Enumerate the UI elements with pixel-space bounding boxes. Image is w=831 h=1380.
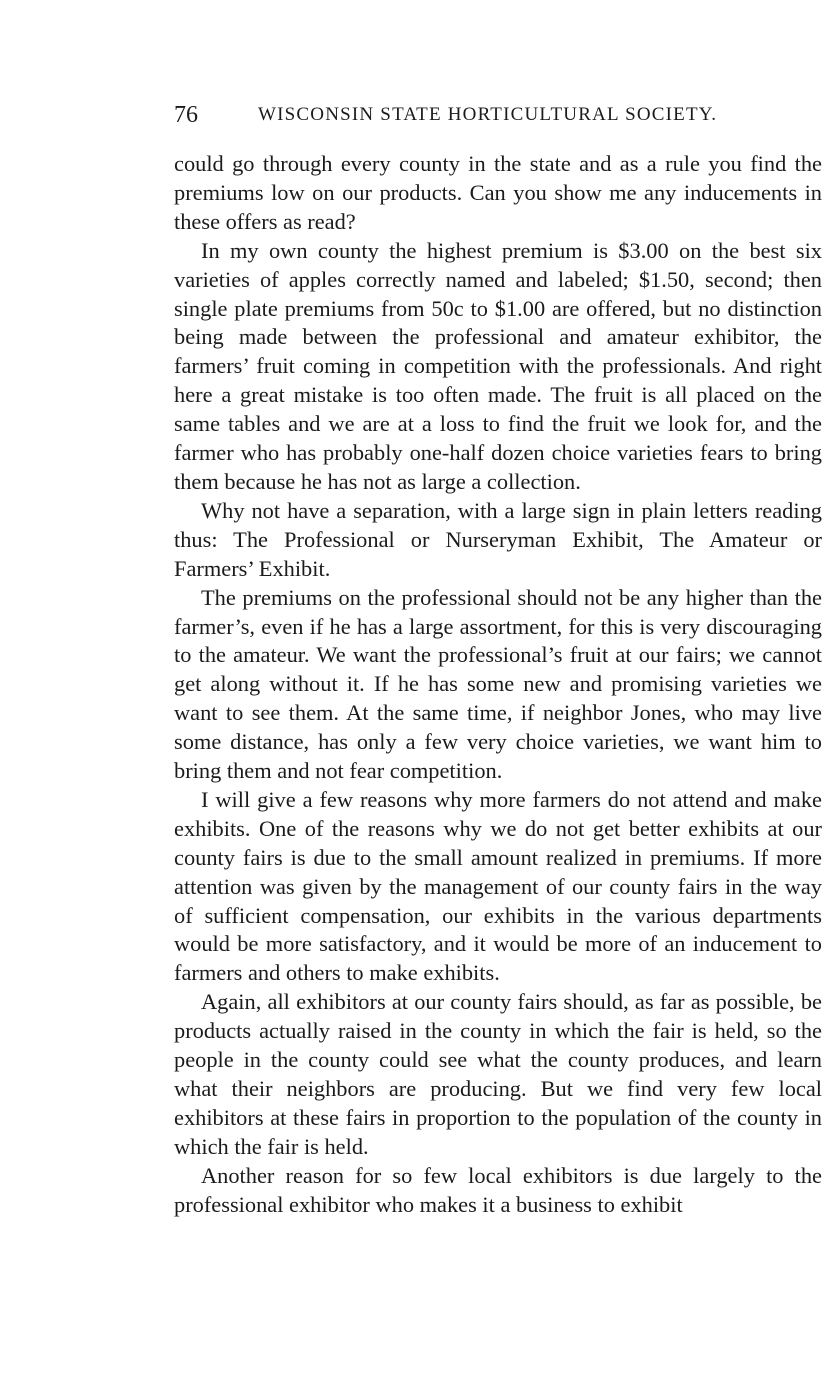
paragraph-1: could go through every county in the state and as a rule you find the premiums low on our products. Can you show me any inducements in these offers as read? [174, 151, 822, 234]
page-header [174, 96, 822, 134]
paragraph-3: Why not have a separation, with a large sign in plain letters reading thus: The Professional or Nurseryman Exhibit, The Amateur or Farmers’ Exhibit. [174, 497, 822, 581]
running-head: WISCONSIN STATE HORTICULTURAL SOCIETY. [258, 104, 718, 125]
paragraph-7: Another reason for so few local exhibitors is due largely to the professional exhibitor who makes it a business to exhibit [174, 1162, 822, 1217]
page-number: 76 [174, 102, 198, 128]
paragraph-6: Again, all exhibitors at our county fairs should, as far as possible, be products actually raised in the county in which the fair is held, so the people in the county could see what the county produces, and learn what their neighbors are producing. But we find very few local exhibitors at these fairs in proportion to the population of the county in which the fair is held. [174, 989, 822, 1159]
book-page [174, 96, 822, 1220]
paragraph-2: In my own county the highest premium is $3.00 on the best six varieties of apples correctly named and labeled; $1.50, second; then single plate premiums from 50c to $1.00 are offered, but no distinction being made between the professional and amateur exhibitor, the farmers’ fruit coming in competition with the professionals. And right here a great mistake is too often made. The fruit is all placed on the same tables and we are at a loss to find the fruit we look for, and the farmer who has probably one-half dozen choice varieties fears to bring them because he has not as large a collection. [174, 237, 822, 494]
paragraph-4: The premiums on the professional should not be any higher than the farmer’s, even if he has a large assortment, for this is very discouraging to the amateur. We want the professional’s fruit at our fairs; we cannot get along without it. If he has some new and promising varieties we want to see them. At the same time, if neighbor Jones, who may live some distance, has only a few very choice varieties, we want him to bring them and not fear competition. [174, 584, 822, 784]
paragraph-5: I will give a few reasons why more farmers do not attend and make exhibits. One of the reasons why we do not get better exhibits at our county fairs is due to the small amount realized in premiums. If more attention was given by the management of our county fairs in the way of sufficient compensation, our exhibits in the various departments would be more satisfactory, and it would be more of an inducement to farmers and others to make exhibits. [174, 786, 822, 986]
body-text [174, 150, 822, 1220]
